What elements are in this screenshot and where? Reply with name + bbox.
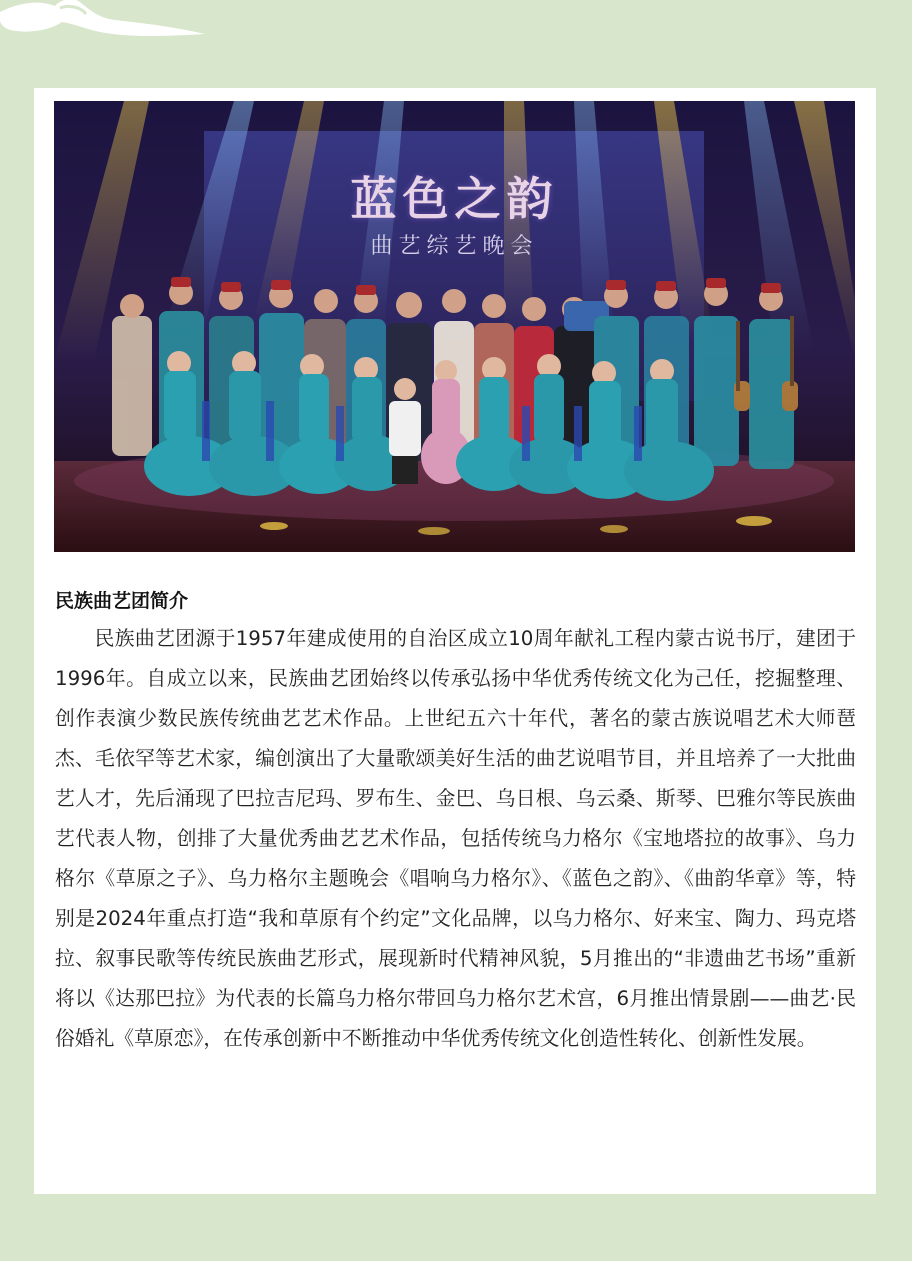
article-title: 民族曲艺团简介 — [55, 590, 189, 612]
content-card — [34, 88, 876, 1194]
article-body: 民族曲艺团源于1957年建成使用的自治区成立10周年献礼工程内蒙古说书厅，建团于1996年。自成立以来，民族曲艺团始终以传承弘扬中华优秀传统文化为己任，挖掘整理、创作表演少数民族传统曲艺艺术作品。上世纪五六十年代，著名的蒙古族说唱艺术大师琶杰、毛依罕等艺术家，编创演出了大量歌颂美好生活的曲艺说唱节目，并且培养了一大批曲艺人才，先后涌现了巴拉吉尼玛、罗布生、金巴、乌日根、乌云桑、斯琴、巴雅尔等民族曲艺代表人物，创排了大量优秀曲艺艺术作品，包括传统乌力格尔《宝地塔拉的故事》、乌力格尔《草原之子》、乌力格尔主题晚会《唱响乌力格尔》、《蓝色之韵》、《曲韵华章》等，特别是2024年重点打造“我和草原有个约定”文化品牌，以乌力格尔、好来宝、陶力、玛克塔拉、叙事民歌等传统民族曲艺形式，展现新时代精神风貌，5月推出的“非遗曲艺书场”重新将以《达那巴拉》为代表的长篇乌力格尔带回乌力格尔艺术宫，6月推出情景剧——曲艺·民俗婚礼《草原恋》，在传承创新中不断推动中华优秀传统文化创造性转化、创新性发展。 — [55, 627, 856, 1050]
stage-banner-title: 蓝色之韵 — [350, 172, 559, 226]
stage-banner-subtitle: 曲艺综艺晚会 — [370, 234, 539, 259]
article — [55, 585, 856, 1059]
group-stage-photo — [54, 101, 855, 552]
cloud-decoration — [0, 0, 230, 50]
